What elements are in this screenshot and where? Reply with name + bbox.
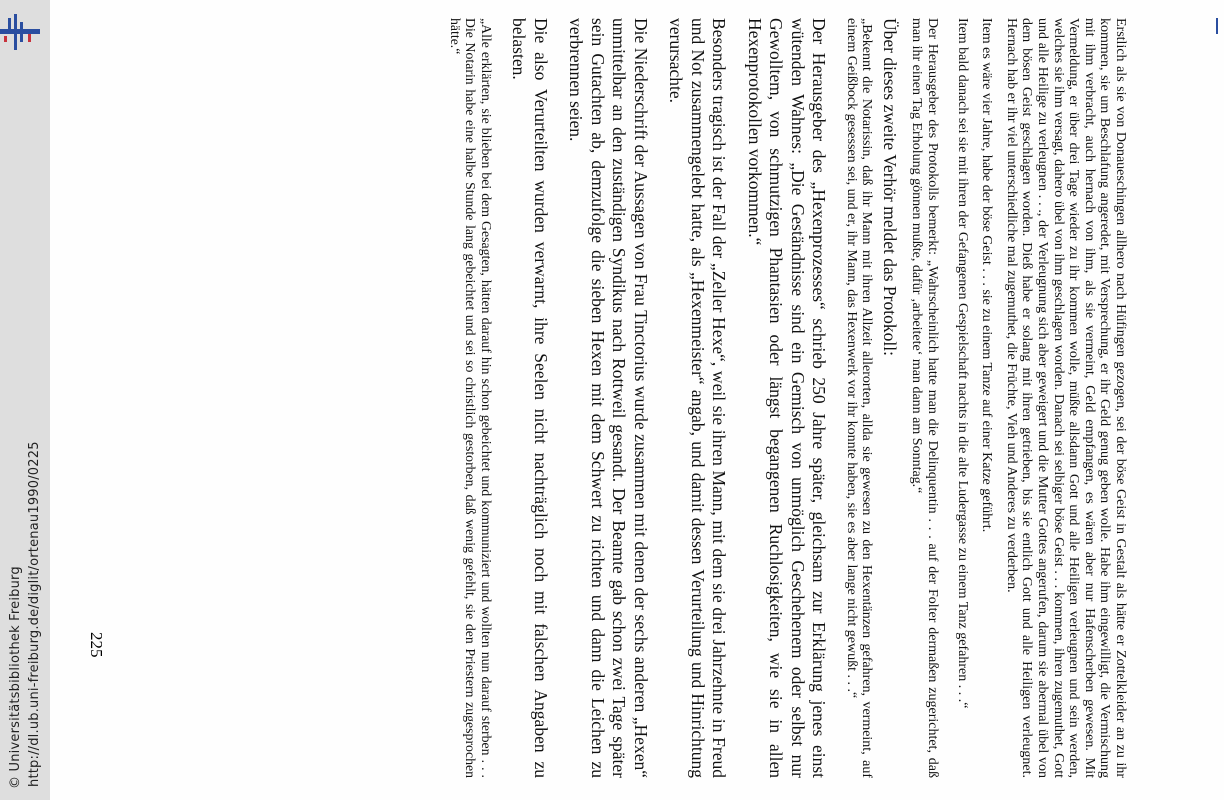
- page-number: 225: [87, 632, 106, 658]
- body-paragraph-8: Die Niederschrift der Aussagen von Frau Tinctorius wurde zusammen mit denen der sechs anderen „Hexen“ unmittelbar an den zuständigen Syndikus nach Rottweil gesandt. Der Beamte gab schon zwei Tage später sein Gutachten ab, demzufolge die sieben Hexen mit dem Schwert zu richten und dann die Leichen zu verbrennen seien.: [566, 18, 651, 778]
- page-edge-marker: [1216, 18, 1222, 34]
- body-paragraph-5: Über dieses zweite Verhör meldet das Protokoll:: [879, 18, 900, 356]
- body-paragraph-6: Der Herausgeber des „Hexenprozesses“ schrieb 250 Jahre später, gleichsam zur Erklärung jenes einst wütenden Wahnes: „Die Geständnisse sind ein Gemisch von unmöglich Geschehenem oder selbst nur Gewolltem, von schmutzigen Phantasien oder längst begangenen Ruchlosigkeiten, wie sie in allen Hexenprotokollen vorkommen.“: [744, 18, 830, 778]
- body-paragraph-2: Item es wäre vier Jahre, habe der böse Geist . . . sie zu einem Tanze auf einer Katze geführt.: [979, 18, 995, 533]
- sidebar: [0, 0, 50, 800]
- document-url-link[interactable]: http://dl.ub.uni-freiburg.de/diglit/ortenau1990/0225: [27, 441, 42, 787]
- scanned-page: [50, 0, 1224, 800]
- body-paragraph-7: Besonders tragisch ist der Fall der „Zeller Hexe“, weil sie ihren Mann, mit dem sie drei Jahrzehnte in Freud und Not zusammengelebt hatte, als „Hexenmeister“ angab, und damit dessen Verurteilung und Hinrichtung verursachte.: [666, 18, 730, 778]
- body-paragraph-9: Die also Verurteilten wurden verwarnt, ihre Seelen nicht nachträglich noch mit falschen Angaben zu belasten.: [509, 18, 551, 778]
- copyright-text: © Universitätsbibliothek Freiburg: [8, 566, 23, 789]
- ub-freiburg-logo: [0, 14, 40, 50]
- quote-paragraph-1: „Bekennt die Notarissin, daß ihr Mann mit ihren Allzeit allerorten, allda sie gewesen zu den Hexentänzen gefahren, vermeint, auf einem Geißbock gesessen sei, und er, ihr Mann, das Hexenwerk vor ihr konnte haben, sie es aber lange nicht gewußt . . .“: [843, 18, 875, 778]
- body-paragraph-3: Item bald danach sei sie mit ihren der Gefangenen Gespielschaft nachts in die alte Ludergasse zu einem Tanz gefahren . . .“: [954, 18, 970, 709]
- body-paragraph-1: Erstlich als sie von Donaueschingen allhero nach Hüfingen gezogen, sei der böse Geist in Gestalt als hätte er Zottelkleider an zu ihr kommen, sie um Beschlafung angeredet, mit Versprechung, er ihr Geld genug geben wolle. Habe ihm eingewilligt, die Vermischung mit ihm verbracht, auch hernach von ihm, als sie vermeint, Geld empfangen, es wären aber nur Hafenscherben gewesen. Mit Vermeldung, er über drei Tage wieder zu ihr kommen wolle, müßte allsdann Gott und alle Heiligen verleugnen und sein werden, welches sie ihm versagt, dahero übel von ihm geschlagen worden. Danach sei selbiger böse Geist . . . kommen, ihren zugemuthet, Gott und alle Heilige zu verleugnen . . ., der Verleugnung sich aber geweigert und die Mutter Gottes angerufen, darum sie abermal übel von dem bösen Geist geschlagen worden. Dieß habe er solang mit ihren getrieben, bis sie entlich Gott und alle Heiligen verleugnet. Hernach hab er ihr viel unterschiedliche mal zugemuthet, die Früchte, Vieh und Anderes zu verderben.: [1003, 18, 1128, 778]
- body-paragraph-4: Der Herausgeber des Protokolls bemerkt: „Wahrscheinlich hatte man die Delinquentin . . . auf der Folter dermaßen zugerichtet, daß man ihr einen Tag Erholung gönnen mußte, dafür ‚arbeitete‘ man dann am Sonntag.“: [909, 18, 941, 778]
- page-text-block: [198, 18, 1128, 778]
- quote-paragraph-2: „Alle erklärten, sie blieben bei dem Gesagten, hätten darauf hin schon gebeichtet und kommuniziert und wollten nun darauf sterben . . . Die Notarin habe eine halbe Stunde lang gebeichtet und sei so christlich gestorben, daß wenig gefehlt, sie den Priestern zugesprochen hätte.“: [447, 18, 494, 778]
